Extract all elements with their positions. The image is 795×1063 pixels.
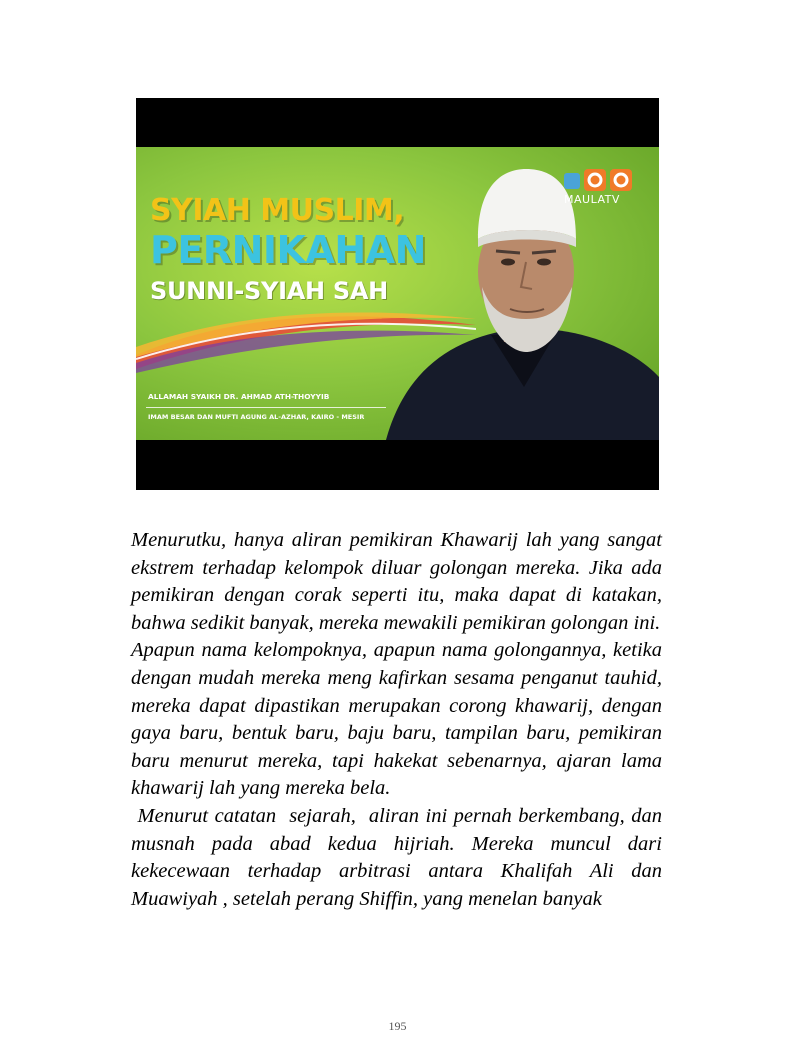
thumbnail-caption-role: IMAM BESAR DAN MUFTI AGUNG AL-AZHAR, KAIRO - MESIR bbox=[148, 413, 365, 421]
body-text bbox=[131, 527, 668, 913]
caption-divider bbox=[146, 407, 386, 408]
paragraph-3: Menurut catatan sejarah, aliran ini pernah berkembang, dan musnah pada abad kedua hijriah. Mereka muncul dari kekecewaan terhadap arbitrasi antara Khalifah Ali dan Muawiyah , setelah perang Shiffin, yang menelan banyak bbox=[131, 804, 668, 910]
thumbnail-banner bbox=[136, 147, 659, 440]
maula-tv-logo-icon bbox=[562, 167, 634, 195]
page-number: 195 bbox=[388, 1019, 407, 1033]
paragraph-2: Apapun nama kelompoknya, apapun nama golongannya, ketika dengan mudah mereka meng kafirkan sesama penganut tauhid, mereka dapat dipastikan merupakan corong khawarij, dengan gaya baru, bentuk baru, baju baru, tampilan baru, pemikiran baru menurut mereka, tapi hakekat sebenarnya, ajaran lama khawarij lah yang mereka bela. bbox=[131, 639, 662, 800]
logo-text: MAULATV bbox=[564, 193, 620, 206]
thumbnail-title-line1: SYIAH MUSLIM, bbox=[150, 193, 405, 228]
paragraph-1: Menurutku, hanya aliran pemikiran Khawarij lah yang sangat ekstrem terhadap kelompok diluar golongan mereka. Jika ada pemikiran dengan corak seperti itu, maka dapat di katakan, bahwa sedikit banyak, mereka mewakili pemikiran golongan ini. bbox=[131, 529, 662, 634]
thumbnail-title-line3: SUNNI-SYIAH SAH bbox=[150, 277, 388, 305]
video-thumbnail-image bbox=[136, 98, 659, 490]
thumbnail-caption-name: ALLAMAH SYAIKH DR. AHMAD ATH-THOYYIB bbox=[148, 392, 330, 401]
thumbnail-title-line2: PERNIKAHAN bbox=[150, 228, 426, 272]
